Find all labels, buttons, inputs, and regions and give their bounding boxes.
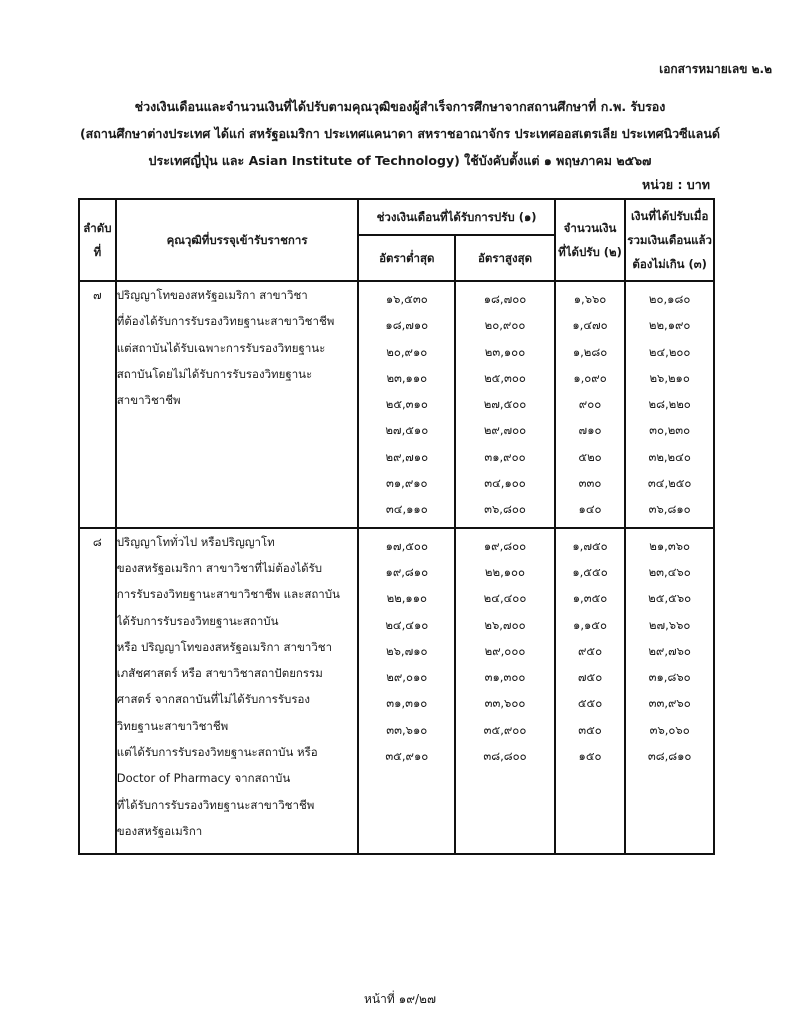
total-cap: ๓๔,๒๕๐ bbox=[647, 476, 692, 491]
qualification-text bbox=[116, 281, 359, 528]
total-cap: ๒๙,๗๖๐ bbox=[648, 643, 691, 658]
min-rate: ๒๔,๔๑๐ bbox=[385, 617, 429, 632]
header-no-line1: ลำดับ bbox=[83, 221, 112, 235]
min-rate: ๒๗,๕๑๐ bbox=[385, 423, 429, 438]
total-cap: ๒๕,๕๖๐ bbox=[648, 591, 692, 606]
title-line-3: ประเทศญี่ปุ่น และ Asian Institute of Technology) ใช้บังคับตั้งแต่ ๑ พฤษภาคม ๒๕๖๗ bbox=[148, 153, 652, 168]
max-rate: ๓๘,๘๐๐ bbox=[483, 749, 527, 764]
total-cap: ๓๖,๘๑๐ bbox=[648, 502, 691, 517]
total-cap: ๒๔,๒๐๐ bbox=[648, 344, 691, 359]
max-rate: ๒๙,๐๐๐ bbox=[484, 643, 526, 658]
min-rate: ๑๙,๘๑๐ bbox=[385, 564, 429, 579]
min-rate: ๓๑,๙๑๐ bbox=[386, 476, 428, 491]
header-qualification: คุณวุฒิที่บรรจุเข้ารับราชการ bbox=[116, 199, 359, 281]
qualification-line: หรือ ปริญญาโทของสหรัฐอเมริกา สาขาวิชา bbox=[116, 639, 333, 654]
adjust-amount: ๗๕๐ bbox=[577, 670, 603, 685]
max-rate: ๓๓,๖๐๐ bbox=[484, 696, 526, 711]
min-rate: ๒๙,๐๑๐ bbox=[386, 670, 428, 685]
total-cap: ๒๐,๑๘๐ bbox=[648, 292, 691, 306]
max-rate: ๒๖,๗๐๐ bbox=[484, 617, 526, 632]
unit-label: หน่วย : บาท bbox=[641, 177, 710, 192]
qualification-line: ที่ได้รับการรับรองวิทยฐานะสาขาวิชาชีพ bbox=[116, 797, 315, 812]
title-line-1: ช่วงเงินเดือนและจำนวนเงินที่ได้ปรับตามคุณวุฒิของผู้สำเร็จการศึกษาจากสถานศึกษาที่ ก.พ. รับรอง bbox=[134, 99, 666, 114]
total-cap: ๒๓,๔๖๐ bbox=[648, 564, 691, 579]
min-rate: ๒๙,๗๑๐ bbox=[385, 449, 429, 464]
header-range-group: ช่วงเงินเดือนที่ได้รับการปรับ (๑) bbox=[358, 199, 554, 235]
total-cap: ๓๘,๘๑๐ bbox=[647, 749, 692, 764]
max-rate: ๒๓,๑๐๐ bbox=[484, 344, 526, 359]
min-rate: ๓๑,๓๑๐ bbox=[386, 696, 428, 711]
max-rate: ๒๗,๕๐๐ bbox=[483, 397, 527, 412]
title-line-2: (สถานศึกษาต่างประเทศ ได้แก่ สหรัฐอเมริกา ประเทศแคนาดา สหราชอาณาจักร ประเทศออสเตรเลีย ประเทศนิวซีแลนด์ bbox=[79, 126, 721, 141]
qualification-line: แต่ได้รับการรับรองวิทยฐานะสถาบัน หรือ bbox=[116, 745, 318, 760]
header-total-line1: เงินที่ได้ปรับเมื่อ bbox=[630, 209, 709, 223]
total-cap: ๓๑,๘๖๐ bbox=[648, 670, 691, 685]
total-cap: ๒๖,๒๑๐ bbox=[649, 370, 690, 385]
total-cap: ๒๒,๑๙๐ bbox=[648, 318, 691, 333]
adjust-amount: ๑,๗๕๐ bbox=[572, 538, 608, 553]
adjust-amount: ๗๑๐ bbox=[578, 423, 602, 438]
total-cap: ๓๓,๙๖๐ bbox=[648, 696, 691, 711]
total-cap: ๒๘,๒๒๐ bbox=[648, 397, 691, 412]
header-adjust bbox=[555, 199, 626, 281]
salary-table bbox=[78, 198, 715, 855]
max-rate: ๒๙,๗๐๐ bbox=[483, 423, 527, 438]
qualification-line: ได้รับการรับรองวิทยฐานะสถาบัน bbox=[116, 613, 279, 628]
qualification-line: แต่สถาบันได้รับเฉพาะการรับรองวิทยฐานะ bbox=[116, 340, 326, 355]
adjust-amount: ๓๓๐ bbox=[578, 476, 602, 491]
header-no-line2: ที่ bbox=[93, 245, 102, 259]
qualification-line: วิทยฐานะสาขาวิชาชีพ bbox=[116, 718, 229, 733]
adjust-amount: ๕๒๐ bbox=[578, 449, 602, 464]
qualification-line: ปริญญาโทของสหรัฐอเมริกา สาขาวิชา bbox=[116, 288, 308, 302]
total-cap-column bbox=[625, 528, 714, 854]
total-cap: ๓๒,๒๔๐ bbox=[648, 449, 691, 464]
header-no bbox=[79, 199, 116, 281]
adjust-amount: ๑๕๐ bbox=[578, 749, 602, 764]
min-rate: ๒๐,๙๑๐ bbox=[386, 344, 428, 359]
max-rate: ๓๔,๑๐๐ bbox=[484, 476, 526, 491]
min-rate: ๓๕,๙๑๐ bbox=[385, 749, 429, 764]
max-rate: ๓๕,๙๐๐ bbox=[483, 722, 527, 737]
header-min: อัตราต่ำสุด bbox=[358, 235, 455, 281]
qualification-line: สถาบันโดยไม่ได้รับการรับรองวิทยฐานะ bbox=[116, 366, 313, 381]
max-rate: ๒๐,๙๐๐ bbox=[484, 318, 526, 333]
min-rate-column bbox=[358, 528, 455, 854]
table-row-7 bbox=[79, 281, 714, 528]
max-rate: ๑๙,๘๐๐ bbox=[483, 538, 527, 553]
header-adjust-line1: จำนวนเงิน bbox=[563, 221, 617, 235]
header-total-line3: ต้องไม่เกิน (๓) bbox=[632, 257, 707, 271]
adjust-amount: ๙๐๐ bbox=[578, 397, 602, 412]
min-rate: ๒๒,๑๑๐ bbox=[386, 591, 428, 606]
document-reference: เอกสารหมายเลข ๒.๒ bbox=[659, 62, 772, 76]
max-rate: ๒๔,๔๐๐ bbox=[483, 591, 527, 606]
qualification-line: ที่ต้องได้รับการรับรองวิทยฐานะสาขาวิชาชีพ bbox=[116, 314, 335, 329]
row-number: ๘ bbox=[79, 528, 116, 854]
min-rate: ๒๓,๑๑๐ bbox=[386, 370, 428, 385]
max-rate: ๒๒,๑๐๐ bbox=[484, 564, 526, 579]
row-number: ๗ bbox=[79, 281, 116, 528]
max-rate-column bbox=[455, 281, 554, 528]
header-adjust-line2: ที่ได้ปรับ (๒) bbox=[558, 245, 622, 259]
max-rate-column bbox=[455, 528, 554, 854]
adjust-amount: ๑๔๐ bbox=[578, 502, 602, 517]
adjust-amount: ๑,๖๖๐ bbox=[573, 292, 607, 306]
total-cap: ๒๑,๓๖๐ bbox=[649, 538, 691, 553]
total-cap: ๓๖,๐๖๐ bbox=[649, 722, 690, 737]
adjust-amount: ๕๕๐ bbox=[577, 696, 603, 711]
adjust-amount: ๙๕๐ bbox=[577, 643, 603, 658]
header-max: อัตราสูงสุด bbox=[455, 235, 554, 281]
total-cap: ๓๐,๒๓๐ bbox=[649, 423, 691, 438]
adjust-amount: ๓๕๐ bbox=[578, 722, 602, 737]
min-rate: ๓๔,๑๑๐ bbox=[385, 502, 428, 517]
qualification-line: ของสหรัฐอเมริกา สาขาวิชาที่ไม่ต้องได้รับ bbox=[116, 560, 323, 575]
min-rate: ๒๖,๗๑๐ bbox=[386, 643, 428, 658]
min-rate: ๓๓,๖๑๐ bbox=[386, 722, 428, 737]
qualification-line: ปริญญาโททั่วไป หรือปริญญาโท bbox=[116, 534, 275, 549]
header-total bbox=[625, 199, 714, 281]
adjust-amount: ๑,๔๗๐ bbox=[572, 318, 608, 333]
qualification-line: การรับรองวิทยฐานะสาขาวิชาชีพ และสถาบัน bbox=[116, 587, 340, 602]
adjust-amount: ๑,๕๕๐ bbox=[572, 564, 608, 579]
min-rate: ๑๘,๗๑๐ bbox=[385, 318, 429, 333]
page-number: หน้าที่ ๑๙/๒๗ bbox=[364, 992, 436, 1006]
qualification-line: เภสัชศาสตร์ หรือ สาขาวิชาสถาปัตยกรรม bbox=[116, 666, 323, 681]
max-rate: ๓๖,๘๐๐ bbox=[484, 502, 526, 517]
adjust-amount-column bbox=[555, 281, 626, 528]
min-rate: ๑๖,๕๓๐ bbox=[385, 292, 428, 306]
adjust-amount-column bbox=[555, 528, 626, 854]
adjust-amount: ๑,๑๕๐ bbox=[573, 617, 608, 632]
max-rate: ๒๕,๓๐๐ bbox=[484, 370, 526, 385]
header-total-line2: รวมเงินเดือนแล้ว bbox=[627, 233, 713, 247]
total-cap: ๒๗,๖๖๐ bbox=[648, 617, 691, 632]
max-rate: ๓๑,๙๐๐ bbox=[484, 449, 526, 464]
min-rate: ๒๕,๓๑๐ bbox=[385, 397, 428, 412]
min-rate: ๑๗,๕๐๐ bbox=[385, 538, 428, 553]
qualification-line: ของสหรัฐอเมริกา bbox=[116, 823, 203, 838]
min-rate-column bbox=[358, 281, 455, 528]
total-cap-column bbox=[625, 281, 714, 528]
qualification-line: สาขาวิชาชีพ bbox=[116, 393, 181, 408]
max-rate: ๑๘,๗๐๐ bbox=[483, 292, 527, 306]
adjust-amount: ๑,๓๕๐ bbox=[572, 591, 608, 606]
table-row-8 bbox=[79, 528, 714, 854]
qualification-text bbox=[116, 528, 359, 854]
adjust-amount: ๑,๐๙๐ bbox=[573, 370, 607, 385]
adjust-amount: ๑,๒๘๐ bbox=[572, 344, 608, 359]
max-rate: ๓๑,๓๐๐ bbox=[484, 670, 526, 685]
qualification-line: ศาสตร์ จากสถาบันที่ไม่ได้รับการรับรอง bbox=[116, 692, 311, 707]
qualification-line: Doctor of Pharmacy จากสถาบัน bbox=[116, 771, 291, 786]
